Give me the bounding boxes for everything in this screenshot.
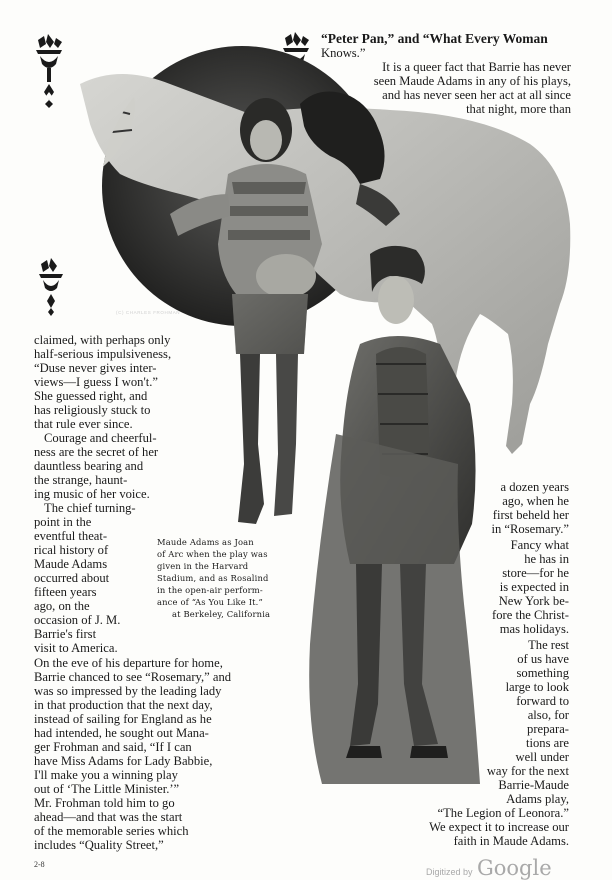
text-line: something — [516, 666, 569, 680]
text-line: On the eve of his departure for home, — [34, 656, 223, 670]
text-line: includes “Quality Street,” — [34, 838, 164, 852]
text-line: We expect it to increase our — [429, 820, 569, 834]
text-line: “The Legion of Leonora.” — [437, 806, 569, 820]
text-line: he has in — [524, 552, 569, 566]
text-line: Maude Adams — [34, 557, 108, 571]
caption-line: Stadium, and as Rosalind — [157, 573, 269, 583]
text-line: ness are the secret of her — [34, 445, 159, 459]
text-line: Courage and cheerful- — [44, 431, 157, 445]
text-line: half-serious impulsiveness, — [34, 347, 172, 361]
caption-line: of Arc when the play was — [157, 549, 268, 559]
text-line: prepara- — [527, 722, 569, 736]
text-line: I'll make you a winning play — [34, 768, 178, 782]
text-line: way for the next — [486, 764, 569, 778]
text-line: the strange, haunt- — [34, 473, 128, 487]
text-line: New York be- — [498, 594, 569, 608]
text-line: Barrie chanced to see “Rosemary,” and — [34, 670, 232, 684]
text-line: out of ‘The Little Minister.’” — [34, 782, 180, 796]
text-line: views—I guess I won't.” — [34, 375, 158, 389]
text-line: fore the Christ- — [492, 608, 569, 622]
google-logo: Google — [476, 856, 552, 880]
text-line: rical history of — [34, 543, 109, 557]
text-line: point in the — [34, 515, 92, 529]
text-line: ger Frohman and said, “If I can — [34, 740, 192, 754]
text-line: fifteen years — [34, 585, 97, 599]
text-line: is expected in — [499, 580, 569, 594]
digitized-by-watermark — [426, 856, 552, 880]
text-line: that night, more than — [466, 102, 571, 116]
text-line: has religiously stuck to — [34, 403, 151, 417]
text-line: It is a queer fact that Barrie has never — [382, 60, 571, 74]
text-line: Barrie-Maude — [498, 778, 569, 792]
text-line: in that production that the next day, — [34, 698, 213, 712]
text-line: She guessed right, and — [34, 389, 148, 403]
text-line: have Miss Adams for Lady Babbie, — [34, 754, 213, 768]
text-line: mas holidays. — [499, 622, 569, 636]
text-line: eventful theat- — [34, 529, 108, 543]
text-line: tions are — [525, 736, 569, 750]
caption-line: given in the Harvard — [157, 561, 249, 571]
text-line: Fancy what — [510, 538, 569, 552]
text-line: The chief turning- — [44, 501, 136, 515]
text-line: ago, when he — [502, 494, 569, 508]
page-number: 2-8 — [34, 860, 45, 869]
text-line: forward to — [516, 694, 569, 708]
text-line: “Duse never gives inter- — [34, 361, 157, 375]
text-line: was so impressed by the leading lady — [34, 684, 222, 698]
text-line: in “Rosemary.” — [491, 522, 569, 536]
text-line: that rule ever since. — [34, 417, 133, 431]
caption-line: ance of “As You Like It.” — [157, 597, 263, 607]
text-line: of us have — [517, 652, 569, 666]
text-line: Barrie's first — [34, 627, 97, 641]
text-line: and has never seen her act at all since — [382, 88, 571, 102]
text-line: a dozen years — [500, 480, 569, 494]
text-line: ahead—and that was the start — [34, 810, 183, 824]
caption-line: in the open-air perform- — [157, 585, 263, 595]
text-line: Adams play, — [506, 792, 569, 806]
text-line: Mr. Frohman told him to go — [34, 796, 175, 810]
text-line: visit to America. — [34, 641, 118, 655]
text-line: dauntless bearing and — [34, 459, 144, 473]
photo-credit: (C) CHARLES FROHMAN — [116, 310, 181, 315]
text-line: first beheld her — [492, 508, 569, 522]
text-line: seen Maude Adams in any of his plays, — [373, 74, 571, 88]
text-line: ago, on the — [34, 599, 90, 613]
text-line: ing music of her voice. — [34, 487, 150, 501]
text-line: had intended, he sought out Mana- — [34, 726, 209, 740]
caption-line: at Berkeley, California — [172, 609, 271, 619]
text-line: Knows.” — [321, 46, 366, 60]
text-line: instead of sailing for England as he — [34, 712, 212, 726]
text-line: store—for he — [502, 566, 569, 580]
text-line: occurred about — [34, 571, 110, 585]
text-line: faith in Maude Adams. — [453, 834, 569, 848]
text-line: well under — [515, 750, 569, 764]
text-line: occasion of J. M. — [34, 613, 121, 627]
caption-line: Maude Adams as Joan — [157, 537, 254, 547]
text-line: large to look — [505, 680, 569, 694]
text-line: of the memorable series which — [34, 824, 189, 838]
text-line: also, for — [527, 708, 569, 722]
text-line: claimed, with perhaps only — [34, 333, 171, 347]
text-line: The rest — [528, 638, 569, 652]
text-line: “Peter Pan,” and “What Every Woman — [321, 31, 548, 46]
watermark-prefix: Digitized by — [426, 867, 473, 877]
